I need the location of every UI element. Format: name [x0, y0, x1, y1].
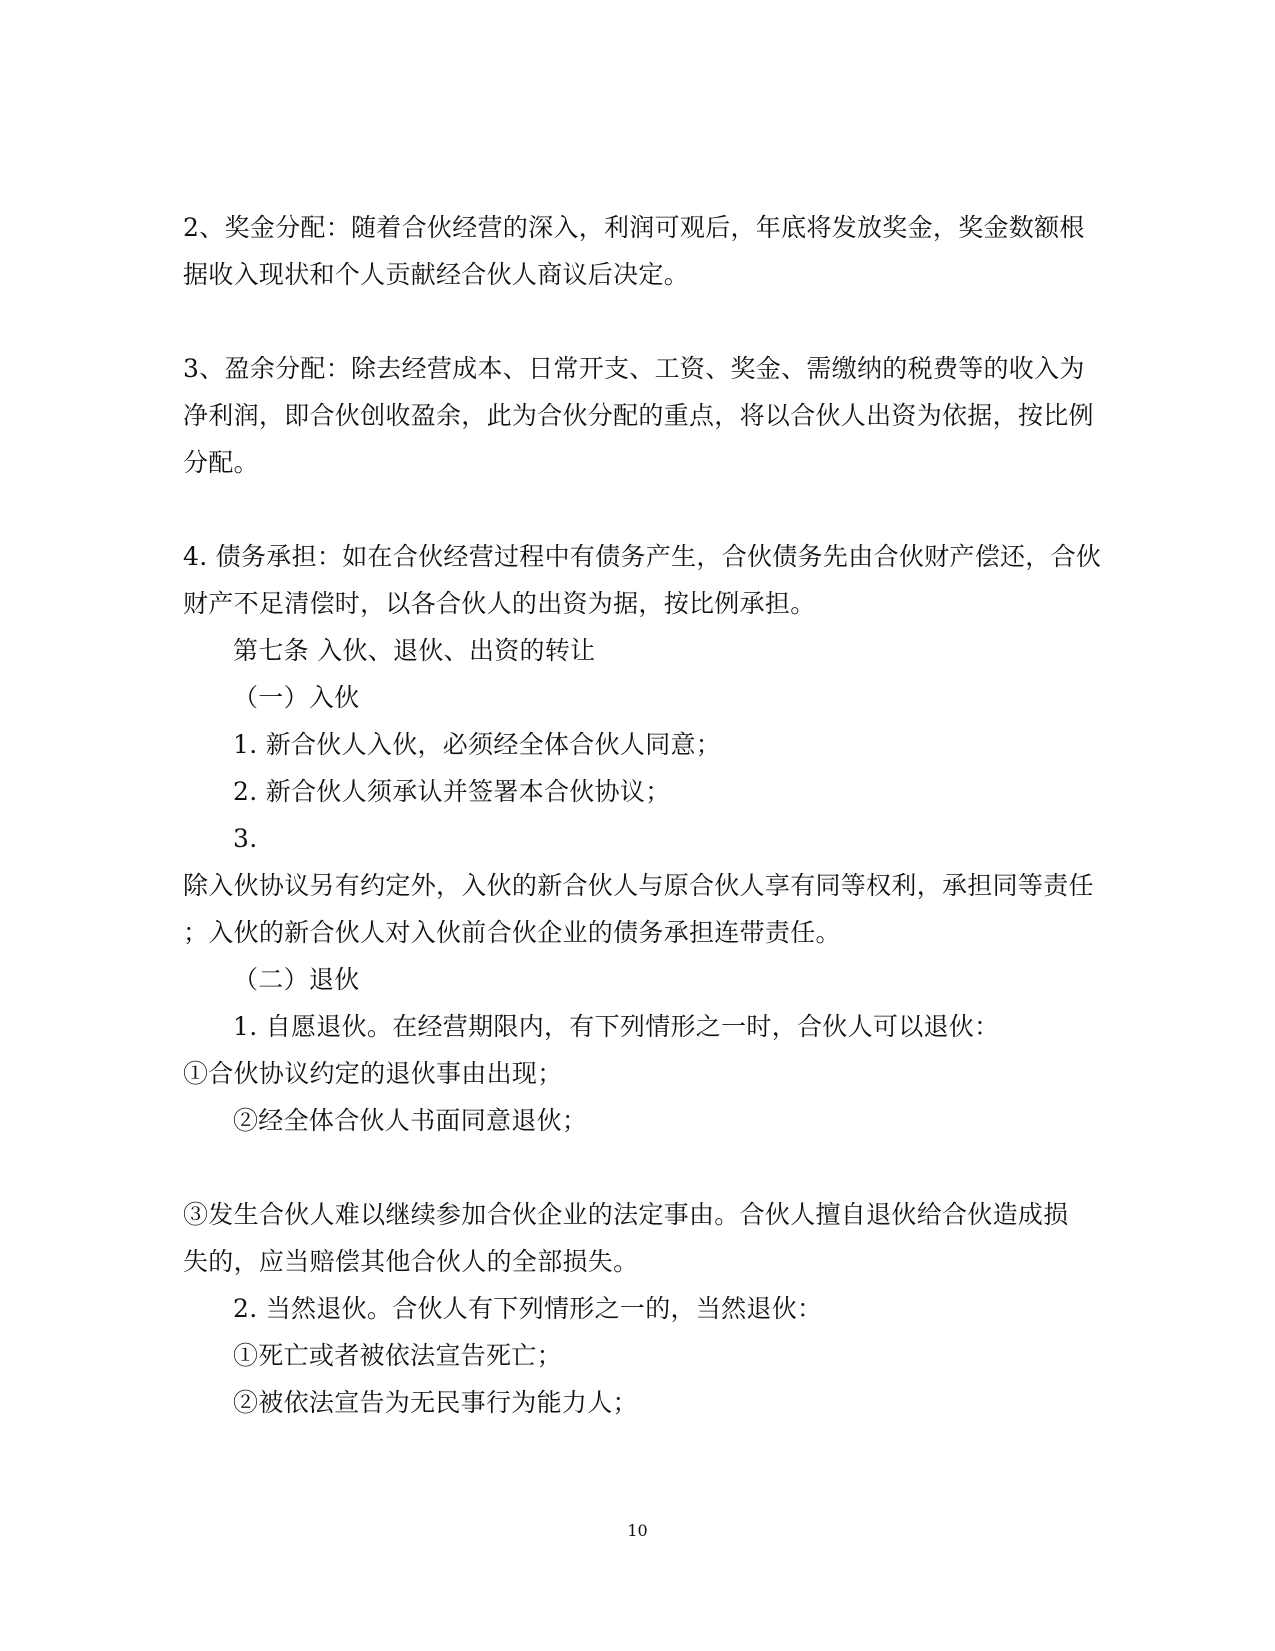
list-item: 2. 新合伙人须承认并签署本合伙协议；: [233, 777, 671, 806]
list-item: 1. 新合伙人入伙，必须经全体合伙人同意；: [233, 730, 722, 759]
section-heading: 第七条 入伙、退伙、出资的转让: [233, 636, 596, 665]
text-line: 3、盈余分配：除去经营成本、日常开支、工资、奖金、需缴纳的税费等的收入为: [183, 354, 1085, 383]
text-line: 净利润，即合伙创收盈余，此为合伙分配的重点，将以合伙人出资为依据，按比例: [183, 401, 1094, 430]
list-item: ①死亡或者被依法宣告死亡；: [233, 1341, 562, 1370]
page-number: 10: [627, 1521, 648, 1540]
text-line: ；入伙的新合伙人对入伙前合伙企业的债务承担连带责任。: [183, 918, 841, 947]
text-line: 分配。: [183, 448, 259, 477]
list-item: ②被依法宣告为无民事行为能力人；: [233, 1388, 638, 1417]
text-line: 2、奖金分配：随着合伙经营的深入，利润可观后，年底将发放奖金，奖金数额根: [183, 213, 1085, 242]
list-item: 3.: [233, 824, 258, 853]
text-line: 失的，应当赔偿其他合伙人的全部损失。: [183, 1247, 639, 1276]
text-line: 财产不足清偿时，以各合伙人的出资为据，按比例承担。: [183, 589, 816, 618]
subsection-heading: （一）入伙: [233, 683, 360, 712]
list-item: ①合伙协议约定的退伙事由出现；: [183, 1059, 563, 1088]
text-line: 据收入现状和个人贡献经合伙人商议后决定。: [183, 260, 690, 289]
text-line: 4. 债务承担：如在合伙经营过程中有债务产生，合伙债务先由合伙财产偿还，合伙: [183, 542, 1102, 571]
subsection-heading: （二）退伙: [233, 965, 360, 994]
list-item: ②经全体合伙人书面同意退伙；: [233, 1106, 588, 1135]
list-item: 1. 自愿退伙。在经营期限内，有下列情形之一时，合伙人可以退伙：: [233, 1012, 1000, 1041]
text-line: 除入伙协议另有约定外，入伙的新合伙人与原合伙人享有同等权利，承担同等责任: [183, 871, 1094, 900]
list-item: 2. 当然退伙。合伙人有下列情形之一的，当然退伙：: [233, 1294, 823, 1323]
text-line: ③发生合伙人难以继续参加合伙企业的法定事由。合伙人擅自退伙给合伙造成损: [183, 1200, 1069, 1229]
